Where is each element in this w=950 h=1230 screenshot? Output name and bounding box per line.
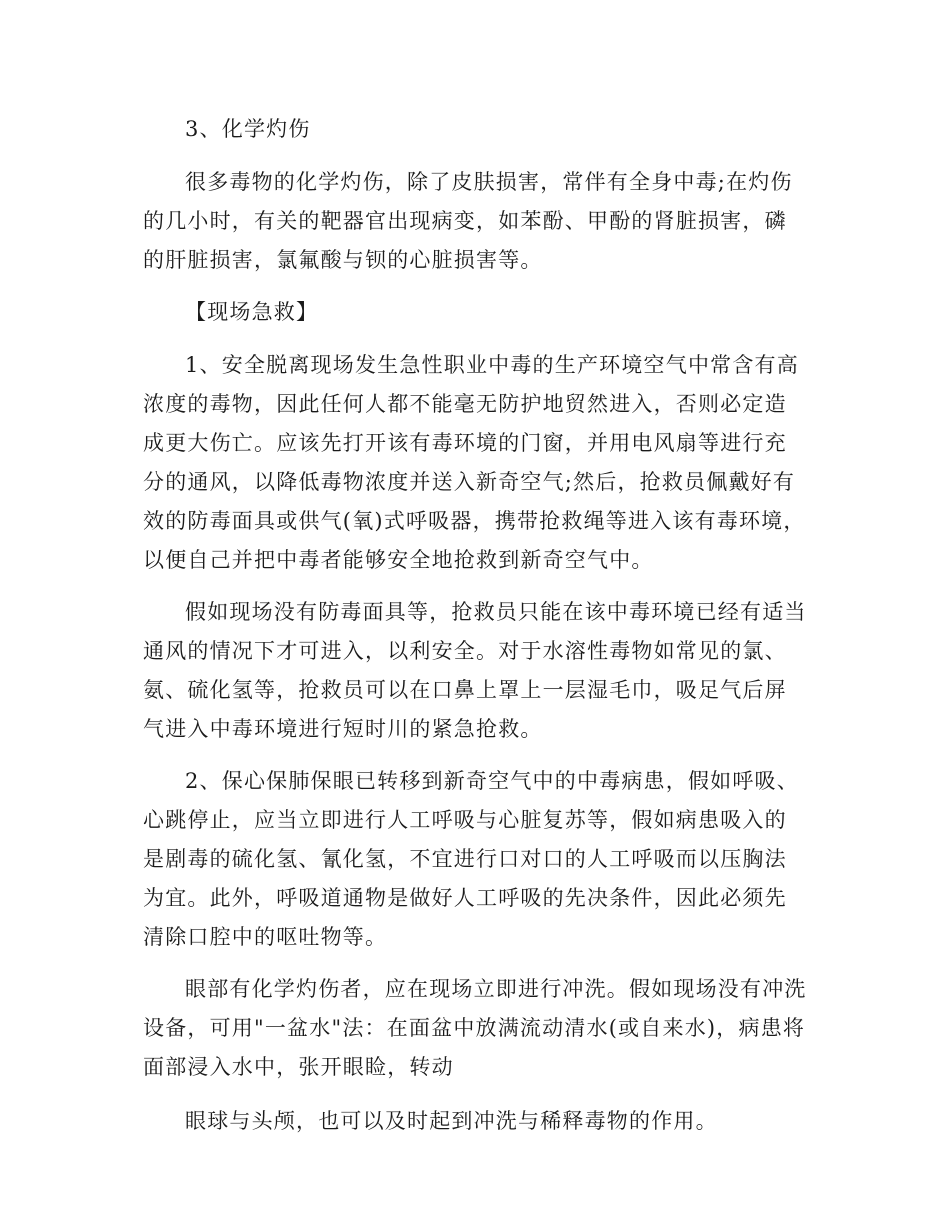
paragraph-safe-evacuation: 1、安全脱离现场发生急性职业中毒的生产环境空气中常含有高浓度的毒物，因此任何人都不能毫无防护地贸然进入，否则必定造成更大伤亡。应该先打开该有毒环境的门窗，并用电风扇等进行充分的通风，以降低毒物浓度并送入新奇空气;然后，抢救员佩戴好有效的防毒面具或供气(氧)式呼吸器，携带抢救绳等进入该有毒环境，以便自己并把中毒者能够安全地抢救到新奇空气中。 [143, 353, 806, 572]
paragraph-heart-lung-eye: 2、保心保肺保眼已转移到新奇空气中的中毒病患，假如呼吸、心跳停止，应当立即进行人工呼吸与心脏复苏等，假如病患吸入的是剧毒的硫化氢、氰化氢，不宜进行口对口的人工呼吸而以压胸法为宜。此外，呼吸道通物是做好人工呼吸的先决条件，因此必须先清除口腔中的呕吐物等。 [143, 769, 799, 949]
section-heading-first-aid: 【现场急救】 [185, 300, 319, 324]
paragraph-no-gas-mask: 假如现场没有防毒面具等，抢救员只能在该中毒环境已经有适当通风的情况下才可进入，以利安全。对于水溶性毒物如常见的氯、氨、硫化氢等，抢救员可以在口鼻上罩上一层湿毛巾，吸足气后屏气进入中毒环境进行短时川的紧急抢救。 [143, 600, 807, 741]
paragraph-eye-burns: 眼部有化学灼伤者，应在现场立即进行冲洗。假如现场没有冲洗设备，可用"一盆水"法：在面盆中放满流动清水(或自来水)，病患将面部浸入水中，张开眼睑，转动 [143, 977, 807, 1079]
paragraph-chemical-burns: 很多毒物的化学灼伤，除了皮肤损害，常伴有全身中毒;在灼伤的几小时，有关的靶器官出现病变，如苯酚、甲酚的肾脏损害，磷的肝脏损害，氯氟酸与钡的心脏损害等。 [143, 170, 793, 272]
paragraph-eye-rinse: 眼球与头颅，也可以及时起到冲洗与稀释毒物的作用。 [185, 1109, 718, 1133]
document-body [143, 110, 808, 1141]
section-heading-chemical-burns: 3、化学灼伤 [185, 117, 311, 141]
